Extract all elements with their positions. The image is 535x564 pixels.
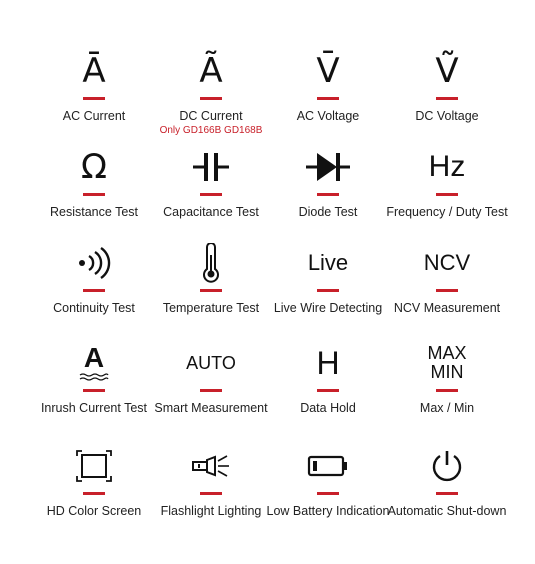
- feature-label: Flashlight Lighting: [160, 504, 262, 518]
- accent-bar: [317, 97, 339, 100]
- feature-ncv: [382, 240, 512, 340]
- feature-label: Smart Measurement: [154, 401, 268, 415]
- feature-dc-current: [146, 48, 276, 148]
- feature-auto-shutdown: [382, 443, 512, 543]
- model-note: Only GD166B GD168B: [159, 125, 263, 136]
- accent-bar: [436, 389, 458, 392]
- feature-label: Data Hold: [300, 401, 356, 415]
- accent-bar: [436, 193, 458, 196]
- feature-max-min: [382, 340, 512, 440]
- ac-current-icon: Ā: [82, 51, 106, 91]
- accent-bar: [200, 97, 222, 100]
- accent-bar: [200, 193, 222, 196]
- feature-label: HD Color Screen: [46, 504, 142, 518]
- accent-bar: [317, 389, 339, 392]
- feature-label: Inrush Current Test: [40, 401, 148, 415]
- feature-dc-voltage: [382, 48, 512, 148]
- accent-bar: [317, 193, 339, 196]
- ac-voltage-icon: V̄: [316, 51, 340, 91]
- feature-smart: [146, 340, 276, 440]
- feature-label: Max / Min: [419, 401, 475, 415]
- feature-label: Frequency / Duty Test: [386, 205, 508, 219]
- accent-bar: [436, 289, 458, 292]
- inrush-symbol: A: [83, 342, 105, 373]
- feature-capacitance: [146, 144, 276, 244]
- continuity-icon: [29, 240, 159, 286]
- min-text: MIN: [430, 362, 464, 382]
- feature-temperature: [146, 240, 276, 340]
- hertz-icon: Hz: [428, 150, 466, 183]
- ncv-icon: NCV: [423, 250, 471, 275]
- dc-voltage-icon: Ṽ: [435, 51, 459, 91]
- accent-bar: [83, 193, 105, 196]
- capacitor-icon: [146, 144, 276, 190]
- feature-live-wire: [263, 240, 393, 340]
- feature-data-hold: [263, 340, 393, 440]
- feature-resistance: [29, 144, 159, 244]
- feature-diode: [263, 144, 393, 244]
- feature-continuity: [29, 240, 159, 340]
- power-icon: [382, 443, 512, 489]
- feature-label: Continuity Test: [53, 301, 135, 315]
- accent-bar: [200, 389, 222, 392]
- battery-icon: [263, 443, 393, 489]
- accent-bar: [83, 389, 105, 392]
- hold-icon: H: [316, 345, 340, 381]
- accent-bar: [83, 289, 105, 292]
- feature-label: NCV Measurement: [393, 301, 501, 315]
- feature-label: Capacitance Test: [163, 205, 259, 219]
- inrush-icon: [29, 340, 159, 386]
- accent-bar: [83, 97, 105, 100]
- screen-icon: [29, 443, 159, 489]
- accent-bar: [317, 492, 339, 495]
- feature-hd-screen: [29, 443, 159, 543]
- accent-bar: [83, 492, 105, 495]
- feature-label: AC Voltage: [296, 109, 360, 123]
- ohm-icon: Ω: [81, 147, 107, 187]
- feature-frequency: [382, 144, 512, 244]
- max-text: MAX: [427, 343, 467, 364]
- feature-label: Low Battery Indication: [266, 504, 390, 518]
- feature-label: Diode Test: [298, 205, 358, 219]
- thermometer-icon: [146, 240, 276, 286]
- feature-label: Resistance Test: [49, 205, 138, 219]
- feature-flashlight: [146, 443, 276, 543]
- accent-bar: [436, 492, 458, 495]
- feature-ac-current: [29, 48, 159, 148]
- flashlight-icon: [146, 443, 276, 489]
- max-min-icon: [382, 340, 512, 386]
- feature-label: DC Voltage: [415, 109, 479, 123]
- auto-icon: AUTO: [186, 353, 236, 373]
- accent-bar: [317, 289, 339, 292]
- accent-bar: [200, 289, 222, 292]
- feature-inrush: [29, 340, 159, 440]
- feature-label: AC Current: [62, 109, 126, 123]
- dc-current-icon: Ã: [199, 51, 223, 91]
- feature-label: Live Wire Detecting: [273, 301, 383, 315]
- feature-ac-voltage: [263, 48, 393, 148]
- feature-low-battery: [263, 443, 393, 543]
- diode-icon: [263, 144, 393, 190]
- feature-label: Temperature Test: [162, 301, 260, 315]
- feature-label: Automatic Shut-down: [387, 504, 507, 518]
- live-wire-icon: Live: [307, 250, 349, 275]
- feature-label: DC Current: [179, 109, 243, 123]
- accent-bar: [200, 492, 222, 495]
- accent-bar: [436, 97, 458, 100]
